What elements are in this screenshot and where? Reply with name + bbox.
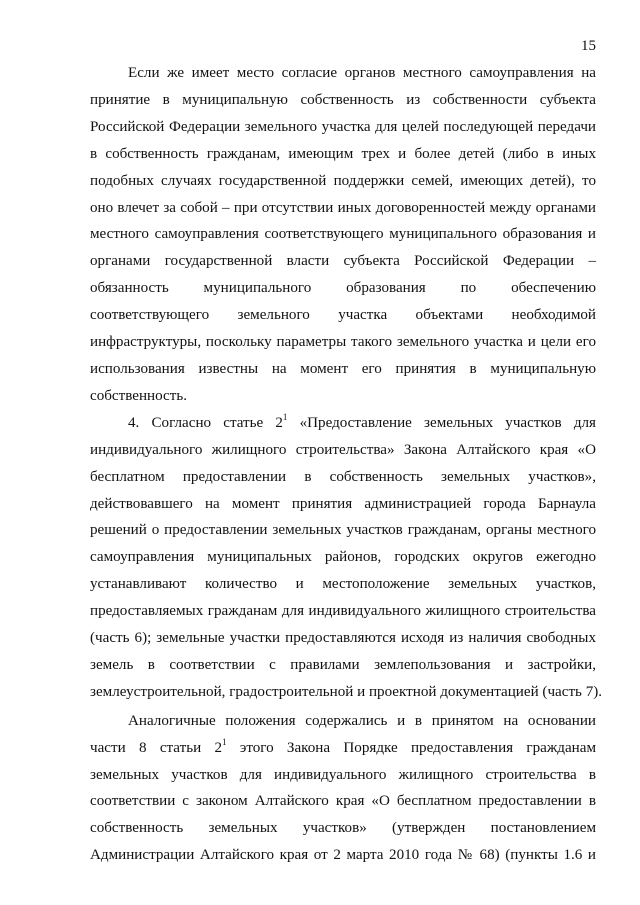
- text-line: действовавшего на момент принятия администрацией города Барнаула: [90, 495, 596, 512]
- text-line: собственность земельных участков» (утвержден постановлением: [90, 820, 596, 837]
- paragraph: [90, 410, 603, 706]
- body-text: [90, 60, 603, 869]
- text-line: земель в соответствии с правилами землепользования и застройки,: [90, 656, 596, 673]
- text-line: принятие в муниципальную собственность из собственности субъекта: [90, 91, 596, 108]
- text-line: оно влечет за собой – при отсутствии иных договоренностей между органами: [90, 199, 596, 216]
- text-line: индивидуального жилищного строительства» Закона Алтайского края «О: [90, 441, 596, 458]
- text-line: устанавливают количество и местоположение земельных участков,: [90, 576, 596, 593]
- text-line: части 8 статьи $2^1$ этого Закона Порядке предоставления гражданам: [90, 736, 596, 756]
- text-line: органами государственной власти субъекта Российской Федерации –: [90, 253, 596, 270]
- paragraph: [90, 60, 596, 410]
- text-line: земельных участков для индивидуального жилищного строительства в: [90, 766, 596, 783]
- text-line: самоуправления муниципальных районов, городских округов ежегодно: [90, 549, 596, 566]
- text-line: 4. Согласно статье $2^1$ «Предоставление земельных участков для: [128, 411, 596, 431]
- text-line: Администрации Алтайского края от 2 марта 2010 года № 68) (пункты 1.6 и: [90, 847, 596, 864]
- text-line: соответствии с законом Алтайского края «О бесплатном предоставлении в: [90, 793, 596, 810]
- text-line: собственность.: [90, 387, 187, 404]
- text-line: Если же имеет место согласие органов местного самоуправления на: [128, 65, 596, 81]
- text-line: бесплатном предоставлении в собственность земельных участков»,: [90, 468, 596, 485]
- text-line: землеустроительной, градостроительной и проектной документацией (часть 7).: [90, 683, 603, 700]
- text-line: обязанность муниципального образования по обеспечению: [90, 280, 596, 297]
- text-line: предоставляемых гражданам для индивидуального жилищного строительства: [90, 603, 596, 620]
- text-line: в собственность гражданам, имеющим трех и более детей (либо в иных: [90, 145, 596, 162]
- text-line: решений о предоставлении земельных участков гражданам, органы местного: [90, 522, 596, 539]
- text-line: местного самоуправления соответствующего муниципального образования и: [90, 226, 596, 243]
- text-line: Российской Федерации земельного участка для целей последующей передачи: [90, 118, 596, 135]
- text-line: соответствующего земельного участка объектами необходимой: [90, 307, 596, 324]
- text-line: использования известны на момент его принятия в муниципальную: [90, 360, 596, 377]
- paragraph: [90, 708, 596, 869]
- text-line: подобных случаях государственной поддержки семей, имеющих детей), то: [90, 172, 596, 189]
- text-line: (часть 6); земельные участки предоставляются исходя из наличия свободных: [90, 630, 596, 647]
- page-number: 15: [581, 38, 596, 54]
- text-line: инфраструктуры, поскольку параметры такого земельного участка и цели его: [90, 334, 596, 351]
- text-line: Аналогичные положения содержались и в принятом на основании: [128, 712, 596, 729]
